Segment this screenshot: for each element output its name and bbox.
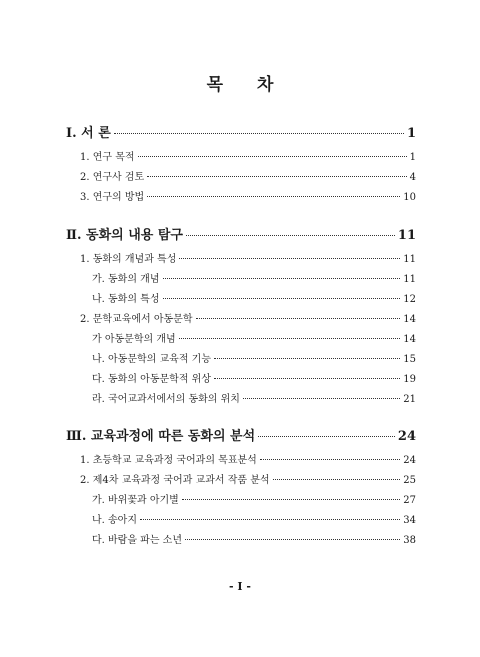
leader-dots: [147, 176, 406, 177]
toc-entry-page: 14: [403, 334, 416, 345]
toc-entry-page: 1: [409, 152, 416, 163]
toc-entry-1-2[interactable]: [80, 168, 416, 183]
toc-entry-page: 11: [397, 228, 416, 243]
toc-entry-page: 24: [397, 429, 416, 444]
toc-entry-3-2-a[interactable]: [92, 491, 416, 506]
toc-entry-2-2-b[interactable]: [92, 350, 416, 365]
toc-entry-label: Ⅲ. 교육과정에 따른 동화의 분석: [66, 429, 256, 444]
leader-dots: [140, 519, 400, 520]
toc-entry-page: 10: [403, 192, 416, 203]
toc-entry-page: 15: [403, 354, 416, 365]
toc-entry-page: 24: [403, 455, 416, 466]
leader-dots: [196, 318, 401, 319]
toc-entry-3-2[interactable]: [80, 471, 416, 486]
leader-dots: [147, 196, 400, 197]
toc-entry-page: 11: [403, 254, 416, 265]
leader-dots: [163, 298, 401, 299]
toc-entry-page: 38: [403, 535, 416, 546]
toc-entry-label: 2. 제4차 교육과정 국어과 교과서 작품 분석: [80, 475, 270, 486]
toc-entry-page: 12: [403, 294, 416, 305]
leader-dots: [260, 459, 400, 460]
toc-entry-3-2-c[interactable]: [92, 531, 416, 546]
toc-entry-label: 가 아동문학의 개념: [92, 334, 176, 345]
leader-dots: [214, 378, 400, 379]
toc-entry-label: Ⅰ. 서 론: [66, 126, 111, 141]
leader-dots: [163, 278, 401, 279]
toc-entry-2-2[interactable]: [80, 310, 416, 325]
toc-entry-label: Ⅱ. 동화의 내용 탐구: [66, 228, 183, 243]
page-title: 목 차: [206, 75, 288, 95]
toc-entry-3-1[interactable]: [80, 451, 416, 466]
toc-entry-label: 1. 연구 목적: [80, 152, 135, 163]
toc-entry-page: 34: [403, 515, 416, 526]
leader-dots: [179, 258, 400, 259]
toc-entry-page: 4: [409, 172, 416, 183]
toc-entry-page: 27: [403, 495, 416, 506]
toc-entry-label: 라. 국어교과서에서의 동화의 위치: [92, 394, 240, 405]
toc-entry-2-2-c[interactable]: [92, 370, 416, 385]
toc-entry-2-1-a[interactable]: [92, 270, 416, 285]
toc-entry-label: 3. 연구의 방법: [80, 192, 145, 203]
toc-entry-3-2-b[interactable]: [92, 511, 416, 526]
toc-entry-label: 나. 아동문학의 교육적 기능: [92, 354, 211, 365]
toc-entry-page: 19: [403, 374, 416, 385]
toc-entry-label: 2. 문학교육에서 아동문학: [80, 314, 193, 325]
leader-dots: [273, 479, 401, 480]
leader-dots: [138, 156, 407, 157]
toc-entry-2-1-b[interactable]: [92, 290, 416, 305]
toc-entry-label: 가. 바위꽃과 아기별: [92, 495, 179, 506]
toc-entry-1-3[interactable]: [80, 188, 416, 203]
leader-dots: [214, 358, 400, 359]
toc-entry-section-3[interactable]: [66, 425, 416, 444]
leader-dots: [114, 133, 404, 134]
toc-entry-2-2-d[interactable]: [92, 390, 416, 405]
leader-dots: [179, 338, 401, 339]
toc-entry-2-2-a[interactable]: [92, 330, 416, 345]
toc-entry-label: 다. 동화의 아동문학적 위상: [92, 374, 211, 385]
toc-entry-page: 21: [403, 394, 416, 405]
toc-entry-page: 1: [406, 126, 416, 141]
toc-entry-section-1[interactable]: [66, 122, 416, 141]
toc-entry-label: 나. 송아지: [92, 515, 137, 526]
toc-entry-label: 다. 바람을 파는 소년: [92, 535, 182, 546]
page-number-footer: - I -: [229, 580, 251, 593]
toc-entry-label: 가. 동화의 개념: [92, 274, 160, 285]
leader-dots: [182, 499, 400, 500]
toc-entry-section-2[interactable]: [66, 224, 416, 243]
leader-dots: [186, 235, 395, 236]
toc-entry-2-1[interactable]: [80, 250, 416, 265]
toc-entry-page: 14: [403, 314, 416, 325]
toc-entry-page: 11: [403, 274, 416, 285]
toc-entry-label: 1. 초등학교 교육과정 국어과의 목표분석: [80, 455, 257, 466]
leader-dots: [258, 436, 395, 437]
leader-dots: [185, 539, 400, 540]
toc-entry-label: 1. 동화의 개념과 특성: [80, 254, 177, 265]
leader-dots: [243, 398, 400, 399]
toc-entry-page: 25: [403, 475, 416, 486]
toc-entry-label: 2. 연구사 검토: [80, 172, 145, 183]
toc-entry-1-1[interactable]: [80, 148, 416, 163]
toc-entry-label: 나. 동화의 특성: [92, 294, 160, 305]
